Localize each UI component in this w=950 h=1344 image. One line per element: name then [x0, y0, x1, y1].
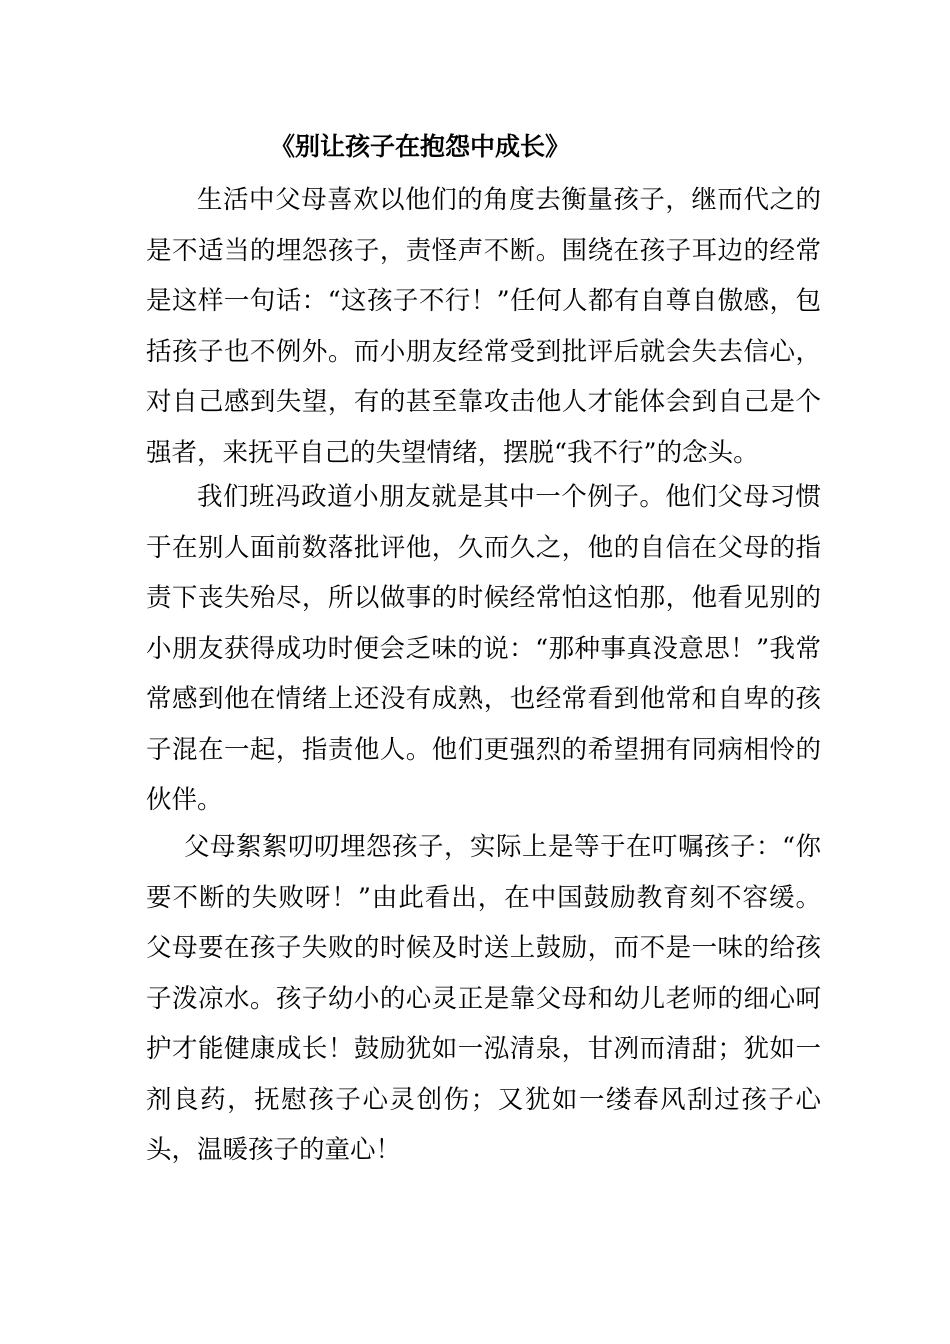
paragraph-3: 父母絮絮叨叨埋怨孩子，实际上是等于在叮嘱孩子：“你要不断的失败呀！”由此看出，在中国鼓励教育刻不容缓。父母要在孩子失败的时候及时送上鼓励，而不是一味的给孩子泼凉水。孩子幼小的心灵正是靠父母和幼儿老师的细心呵护才能健康成长！鼓励犹如一泓清泉，甘冽而清甜；犹如一剂良药，抚慰孩子心灵创伤；又犹如一缕春风刮过孩子心头，温暖孩子的童心！	[146, 832, 821, 1165]
paragraph-2: 我们班冯政道小朋友就是其中一个例子。他们父母习惯于在别人面前数落批评他，久而久之，他的自信在父母的指责下丧失殆尽，所以做事的时候经常怕这怕那，他看见别的小朋友获得成功时便会乏味的说：“那种事真没意思！”我常常感到他在情绪上还没有成熟，也经常看到他常和自卑的孩子混在一起，指责他人。他们更强烈的希望拥有同病相怜的伙伴。	[146, 482, 821, 815]
document-title: 《别让孩子在抱怨中成长》	[270, 132, 571, 161]
paragraph-1: 生活中父母喜欢以他们的角度去衡量孩子，继而代之的是不适当的埋怨孩子，责怪声不断。围绕在孩子耳边的经常是这样一句话：“这孩子不行！”任何人都有自尊自傲感，包括孩子也不例外。而小朋友经常受到批评后就会失去信心，对自己感到失望，有的甚至靠攻击他人才能体会到自己是个强者，来抚平自己的失望情绪，摆脱“我不行”的念头。	[146, 185, 821, 468]
